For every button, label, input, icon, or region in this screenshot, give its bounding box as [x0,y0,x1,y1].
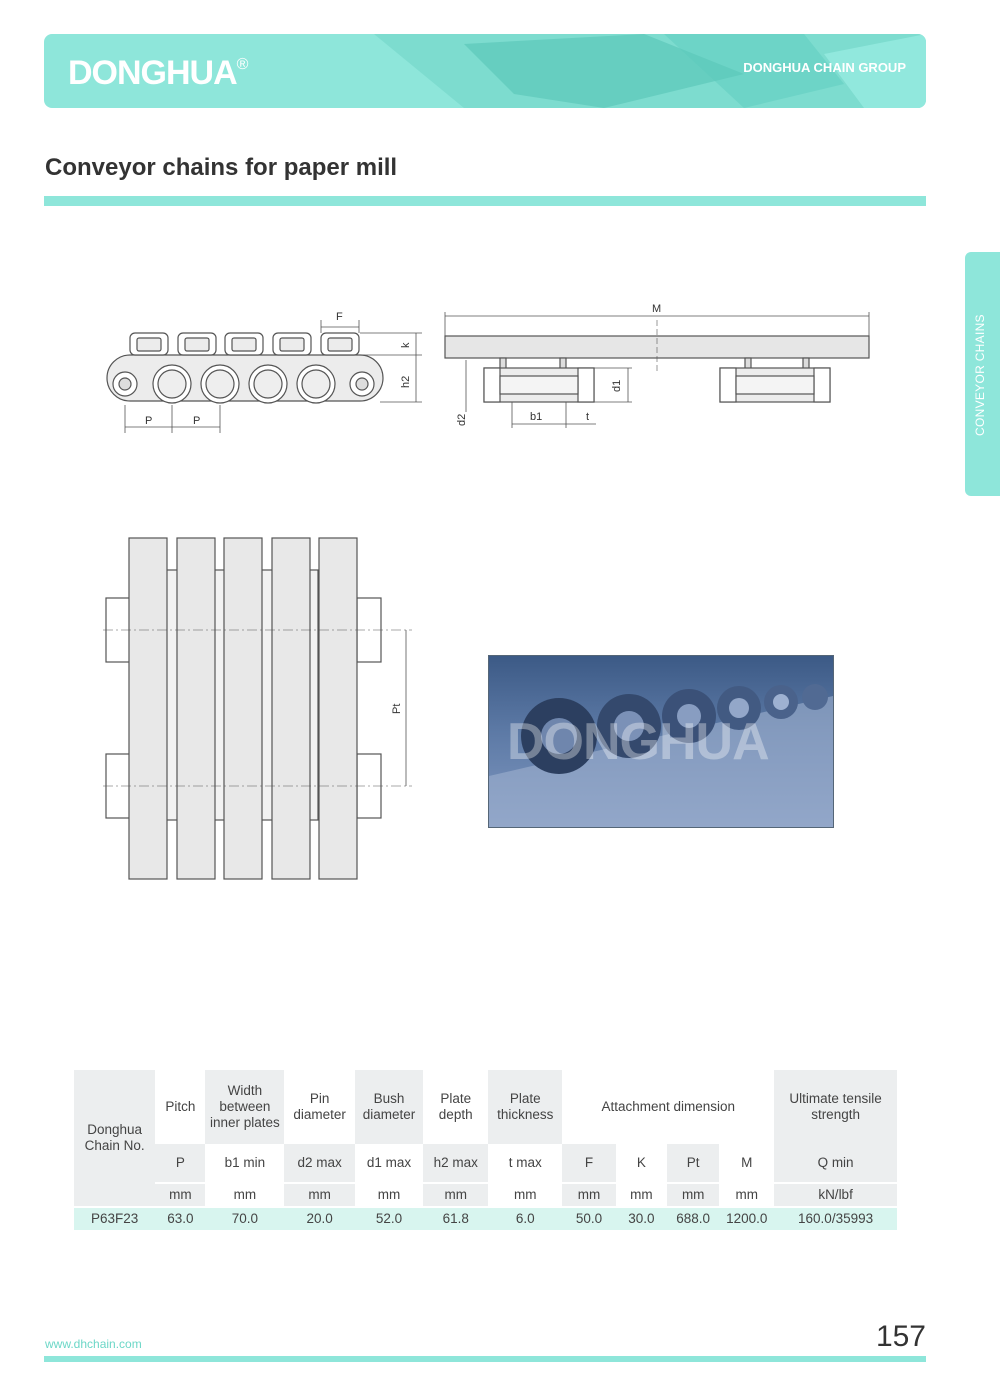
symbol-d1: d1 max [366,1155,412,1170]
cell-K: 30.0 [616,1207,667,1230]
footer-website-link[interactable]: www.dhchain.com [45,1337,142,1351]
unit-cell: mm [423,1183,488,1207]
footer-bar [44,1356,926,1362]
unit-cell: mm [562,1183,615,1207]
cell-t: 6.0 [488,1207,562,1230]
cell-d1: 52.0 [355,1207,424,1230]
label-P2: P [193,415,201,427]
units-row [74,1183,897,1207]
header-plate-depth: Plate depth [438,1091,473,1122]
group-name: DONGHUA CHAIN GROUP [743,60,906,75]
unit-cell: mm [667,1183,719,1207]
header-width: Width between inner plates [205,1070,284,1144]
label-b1: b1 [530,411,543,423]
cell-Pt: 688.0 [667,1207,719,1230]
front-view-drawing [445,312,869,428]
symbol-P: P [155,1144,205,1183]
unit-cell: kN/lbf [774,1183,897,1207]
cell-F: 50.0 [562,1207,615,1230]
unit-cell: mm [719,1183,774,1207]
page-number: 157 [875,1320,926,1353]
photo-watermark: DONGHUA [507,713,769,771]
label-F: F [336,311,343,323]
label-d2: d2 [456,413,468,426]
chain-no-header: Donghua Chain No. [74,1070,155,1207]
table-row [74,1207,897,1230]
label-P1: P [145,415,153,427]
page-title: Conveyor chains for paper mill [45,154,398,181]
label-M: M [652,303,662,315]
header-pitch: Pitch [165,1099,196,1114]
header-pin-diameter: Pin diameter [293,1091,346,1122]
cell-Q: 160.0/35993 [774,1207,897,1230]
symbol-Q: Q min [774,1144,897,1183]
donghua-logo: DONGHUA® [68,54,248,92]
chain-product-photo [488,655,834,828]
label-k: k [400,342,412,348]
section-side-tab[interactable]: CONVEYOR CHAINS [965,252,1000,496]
symbol-Pt: Pt [667,1144,719,1183]
cell-h2: 61.8 [423,1207,488,1230]
cell-chain-no: P63F23 [74,1207,155,1230]
unit-cell: mm [488,1183,562,1207]
cell-M: 1200.0 [719,1207,774,1230]
unit-cell: mm [616,1183,667,1207]
side-view-drawing [107,320,422,433]
header-bush-diameter: Bush diameter [355,1070,424,1144]
symbol-F: F [562,1144,615,1183]
unit-cell: mm [284,1183,354,1207]
header-tensile-strength: Ultimate tensile strength [774,1070,897,1144]
label-t: t [586,411,590,423]
cell-b1: 70.0 [205,1207,284,1230]
symbol-h2: h2 max [423,1144,488,1183]
label-Pt: Pt [391,703,403,714]
unit-cell: mm [355,1183,424,1207]
symbol-M: M [741,1155,753,1170]
symbol-K: K [636,1155,646,1170]
specification-table [74,1070,897,1230]
unit-cell: mm [205,1183,284,1207]
header-plate-thickness: Plate thickness [488,1070,562,1144]
symbol-t: t max [508,1155,542,1170]
label-h2: h2 [400,375,412,388]
header-attachment: Attachment dimension [601,1099,736,1114]
unit-cell: mm [155,1183,205,1207]
label-d1: d1 [611,379,623,392]
symbol-d2: d2 max [284,1144,354,1183]
top-view-drawing [103,538,412,879]
cell-d2: 20.0 [284,1207,354,1230]
symbol-b1: b1 min [224,1155,266,1170]
cell-pitch: 63.0 [155,1207,205,1230]
